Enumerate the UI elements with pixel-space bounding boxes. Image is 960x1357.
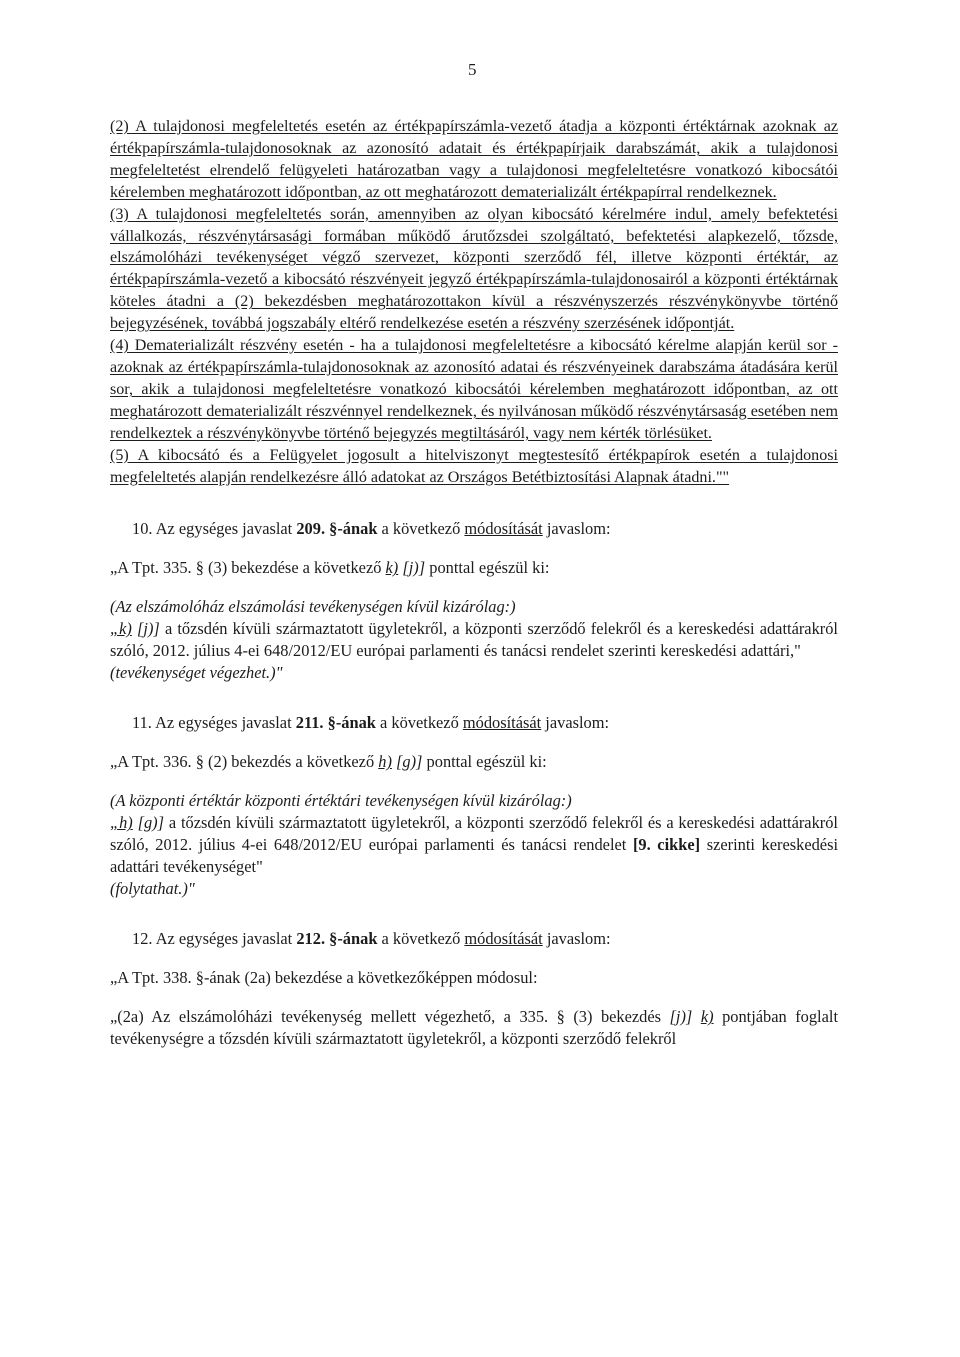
amendment-heading-12: 12. Az egységes javaslat 212. §-ának a következő módosítását javaslom: — [132, 929, 611, 949]
amendment-intro-11: (A központi értéktár központi értéktári tevékenységen kívül kizárólag:) — [110, 791, 572, 811]
document-body — [110, 116, 838, 1050]
amendment-number: 11. — [132, 713, 152, 733]
amendment-text-12: „(2a) Az elszámolóházi tevékenység mellett végezhető, a 335. § (3) bekezdés [j)] k) pontjában foglalt tevékenységre a tőzsdén kívüli származtatott ügyletekről, a központi szerződő felekről — [110, 1007, 838, 1049]
amendment-heading-11: 11. Az egységes javaslat 211. §-ának a következő módosítását javaslom: — [132, 713, 610, 733]
paragraph-4: (4) Dematerializált részvény esetén - ha a tulajdonosi megfeleltetésre a kibocsátó kérelme alapján kerül sor - azoknak az értékpapírszámla-tulajdonosoknak az azonosító adatai és részvényeinek darabszáma átadására kerül sor, akik a tulajdonosi megfeleltetésre vonatkozó kibocsátói kérelemben meghatározott időpontban, az ott meghatározott dematerializált részvénnyel rendelkeznek, és nyilvánosan működő részvénytársaság esetében nem rendelkeztek a részvénykönyvbe történő bejegyzés megtiltásáról, vagy nem kérték törlésüket. — [110, 337, 838, 442]
paragraph-2: (2) A tulajdonosi megfeleltetés esetén az értékpapírszámla-vezető átadja a központi értéktárnak azoknak az értékpapírszámla-tulajdonosoknak az azonosító adatait és értékpapírjaik darabszámát, akik a tulajdonosi megfeleltetést elrendelő felügyeleti határozatban vagy a tulajdonosi megfeleltetésre vonatkozó kibocsátói kérelemben meghatározott időpontban, az ott meghatározott dematerializált értékpapírral rendelkeznek. — [110, 118, 838, 201]
paragraph-3: (3) A tulajdonosi megfeleltetés során, amennyiben az olyan kibocsátó kérelmére indul, amely befektetési vállalkozás, részvénytársasági formában működő árutőzsdei szolgáltató, befektetési alapkezelő, tőzsde, elszámolóházi tevékenységet végző szervezet, központi szerződő fél, illetve központi értéktár, az értékpapírszámla-vezető a kibocsátó részvényeit jegyző értékpapírszámla-tulajdonosairól a központi értéktárnak köteles átadni a (2) bekezdésben meghatározottakon kívül a részvényszerzés részvénykönyvbe történő bejegyzésének, továbbá jogszabály eltérő rendelkezése esetén a részvény szerzésének időpontját. — [110, 205, 838, 333]
page-number: 5 — [468, 60, 477, 79]
amendment-close-10: (tevékenységet végezhet.)" — [110, 663, 283, 683]
paragraph-5: (5) A kibocsátó és a Felügyelet jogosult a hitelviszonyt megtestesítő értékpapírok esetén a tulajdonosi megfeleltetés alapján rendelkezésre álló adatokat az Országos Betétbiztosítási Alapnak átadni."" — [110, 446, 838, 486]
amendment-intro-10: (Az elszámolóház elszámolási tevékenységen kívül kizárólag:) — [110, 597, 516, 617]
amendment-close-11: (folytathat.)" — [110, 879, 195, 899]
amendment-text-10: „k) [j)] a tőzsdén kívüli származtatott ügyletekről, a központi szerződő felekről és a kereskedési adattárakról szóló, 2012. július 4-ei 648/2012/EU európai parlamenti és tanácsi rendelet szerinti kereskedési adattári," — [110, 619, 838, 661]
amendment-quote-10: „A Tpt. 335. § (3) bekezdése a következő k) [j)] ponttal egészül ki: — [110, 558, 550, 578]
amendment-text-11: „h) [g)] a tőzsdén kívüli származtatott ügyletekről, a központi szerződő felekről és a kereskedési adattárakról szóló, 2012. július 4-ei 648/2012/EU európai parlamenti és tanácsi rendelet [9. cikke] szerinti kereskedési adattári tevékenységet" — [110, 813, 838, 877]
amendment-heading-10: 10. Az egységes javaslat 209. §-ának a következő módosítását javaslom: — [132, 519, 611, 539]
amendment-quote-11: „A Tpt. 336. § (2) bekezdés a következő h) [g)] ponttal egészül ki: — [110, 752, 547, 772]
amendment-number: 10. — [132, 519, 153, 539]
amendment-number: 12. — [132, 929, 153, 949]
amendment-quote-12: „A Tpt. 338. §-ának (2a) bekezdése a következőképpen módosul: — [110, 968, 538, 988]
